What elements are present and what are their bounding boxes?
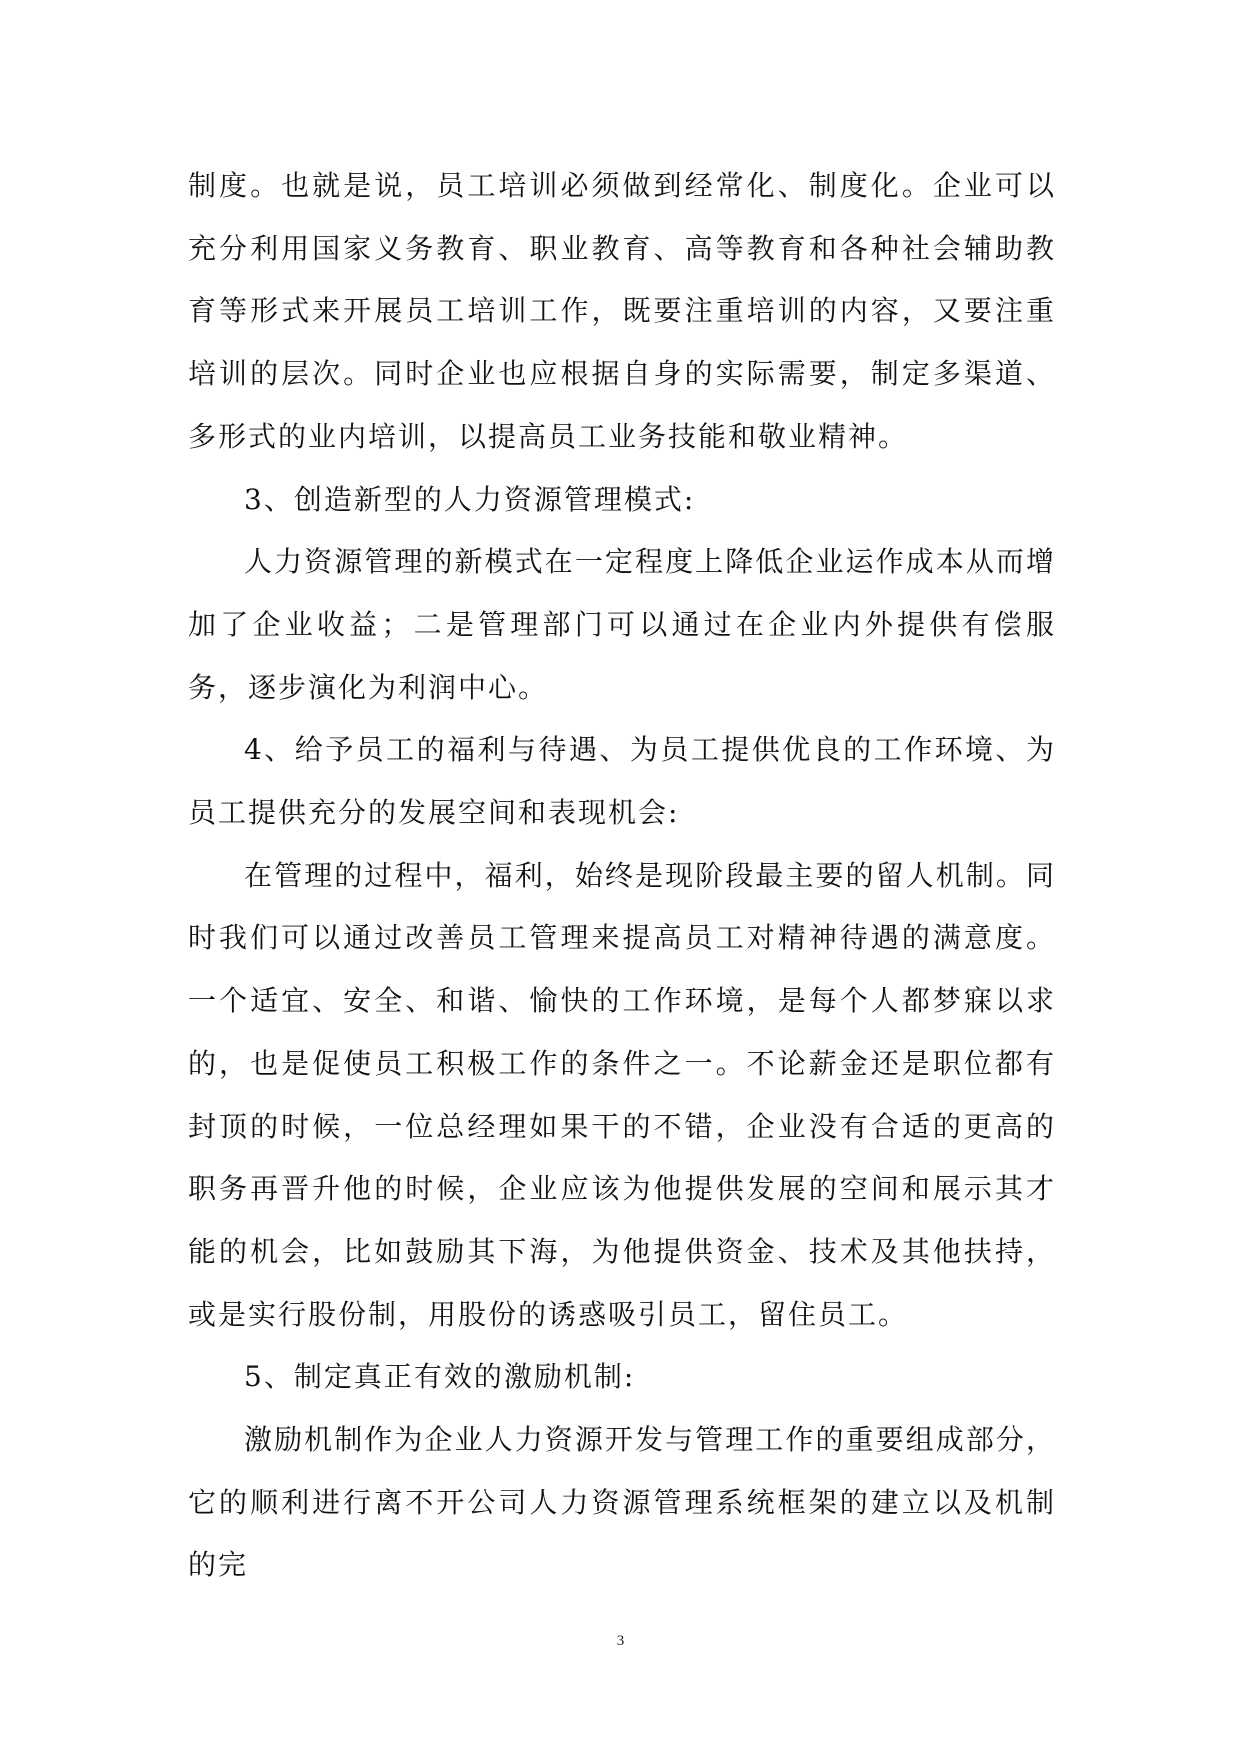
paragraph-body: 人力资源管理的新模式在一定程度上降低企业运作成本从而增加了企业收益；二是管理部门可以通过在企业内外提供有偿服务，逐步演化为利润中心。 <box>188 545 1056 704</box>
paragraph-continuation: 制度。也就是说，员工培训必须做到经常化、制度化。企业可以充分利用国家义务教育、职业教育、高等教育和各种社会辅助教育等形式来开展员工培训工作，既要注重培训的内容，又要注重培训的层次。同时企业也应根据自身的实际需要，制定多渠道、多形式的业内培训，以提高员工业务技能和敬业精神。 <box>188 169 1056 453</box>
section-heading-4: 4、给予员工的福利与待遇、为员工提供优良的工作环境、为员工提供充分的发展空间和表现机会: <box>188 733 1056 830</box>
page-number: 3 <box>616 1633 625 1649</box>
section-heading-5: 5、制定真正有效的激励机制: <box>244 1360 636 1394</box>
section-heading-3: 3、创造新型的人力资源管理模式: <box>244 482 696 516</box>
paragraph-body: 激励机制作为企业人力资源开发与管理工作的重要组成部分，它的顺利进行离不开公司人力资源管理系统框架的建立以及机制的完 <box>188 1423 1056 1582</box>
paragraph-body: 在管理的过程中，福利，始终是现阶段最主要的留人机制。同时我们可以通过改善员工管理来提高员工对精神待遇的满意度。一个适宜、安全、和谐、愉快的工作环境，是每个人都梦寐以求的，也是促使员工积极工作的条件之一。不论薪金还是职位都有封顶的时候，一位总经理如果干的不错，企业没有合适的更高的职务再晋升他的时候，企业应该为他提供发展的空间和展示其才能的机会，比如鼓励其下海，为他提供资金、技术及其他扶持，或是实行股份制，用股份的诱惑吸引员工，留住员工。 <box>188 858 1056 1331</box>
document-body <box>188 155 1056 1597</box>
